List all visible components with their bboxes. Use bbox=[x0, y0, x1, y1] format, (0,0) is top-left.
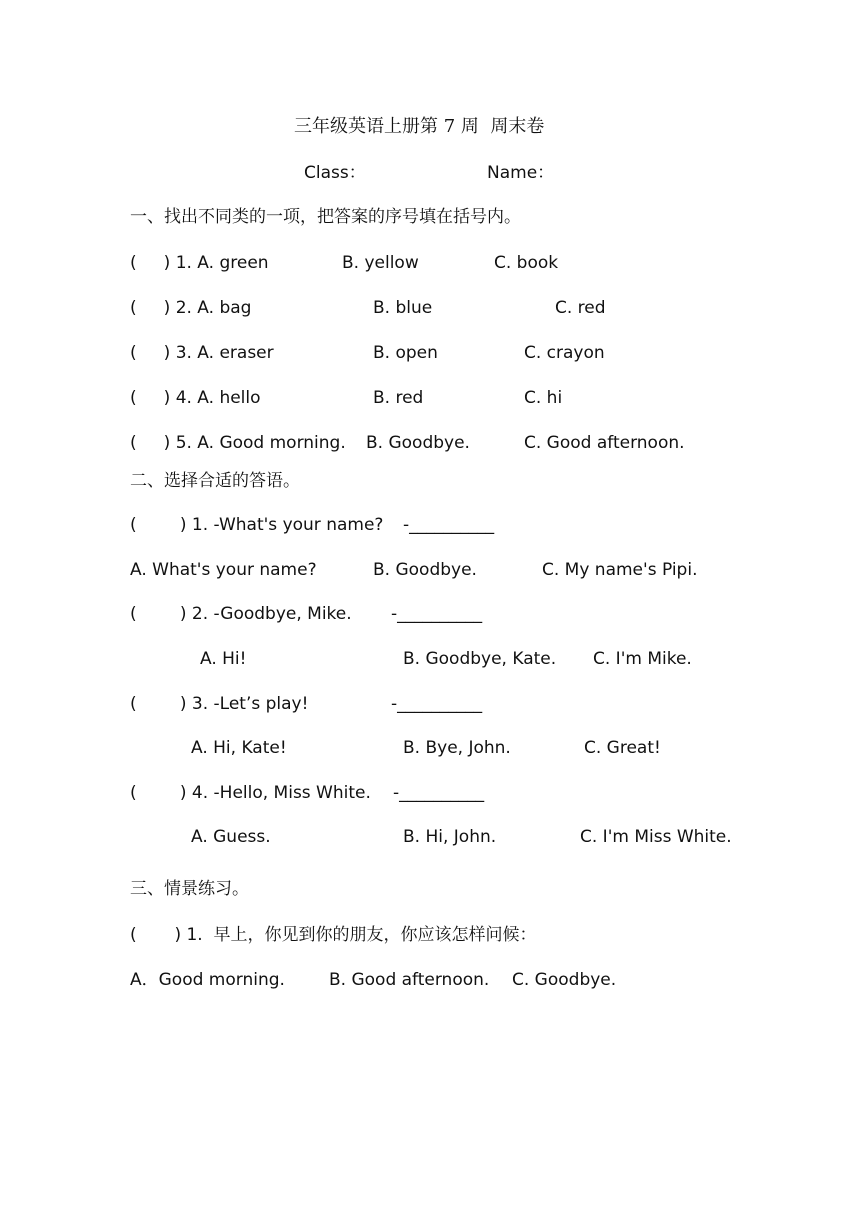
s1-item-2-option-b: B. blue bbox=[373, 298, 433, 318]
s2-item-1-option-c: C. My name's Pipi. bbox=[542, 560, 698, 580]
s2-item-3-blank: -__________ bbox=[391, 694, 483, 714]
s1-item-2-question: ( ) 2. A. bag bbox=[130, 298, 252, 318]
s2-item-1-option-b: B. Goodbye. bbox=[373, 560, 477, 580]
s2-item-1-blank: -__________ bbox=[403, 515, 495, 535]
s1-item-4-option-b: B. red bbox=[373, 388, 424, 408]
section2-heading: 二、选择合适的答语。 bbox=[130, 471, 300, 491]
s1-item-3-option-b: B. open bbox=[373, 343, 438, 363]
s1-item-5-question: ( ) 5. A. Good morning. bbox=[130, 433, 346, 453]
name-label: Name： bbox=[487, 163, 555, 183]
s2-item-4-blank: -__________ bbox=[393, 783, 485, 803]
s2-item-2-question: ( ) 2. -Goodbye, Mike. bbox=[130, 604, 352, 624]
s1-item-1-option-c: C. book bbox=[494, 253, 559, 273]
s1-item-4-option-c: C. hi bbox=[524, 388, 563, 408]
section3-heading: 三、情景练习。 bbox=[130, 879, 249, 899]
s2-item-1-option-a: A. What's your name? bbox=[130, 560, 317, 580]
s1-item-3-question: ( ) 3. A. eraser bbox=[130, 343, 274, 363]
s2-item-4-option-c: C. I'm Miss White. bbox=[580, 827, 732, 847]
class-label: Class： bbox=[304, 163, 366, 183]
worksheet-title: 三年级英语上册第 7 周 周末卷 bbox=[294, 116, 545, 137]
s2-item-4-question: ( ) 4. -Hello, Miss White. bbox=[130, 783, 371, 803]
section1-heading: 一、找出不同类的一项，把答案的序号填在括号内。 bbox=[130, 207, 521, 227]
s2-item-3-option-c: C. Great! bbox=[584, 738, 661, 758]
s2-item-3-option-a: A. Hi, Kate! bbox=[191, 738, 287, 758]
s1-item-1-option-b: B. yellow bbox=[342, 253, 419, 273]
s2-item-4-option-a: A. Guess. bbox=[191, 827, 271, 847]
s2-item-2-option-b: B. Goodbye, Kate. bbox=[403, 649, 557, 669]
s2-item-2-option-c: C. I'm Mike. bbox=[593, 649, 692, 669]
s1-item-2-option-c: C. red bbox=[555, 298, 606, 318]
s3-item-1-question: ( ) 1. 早上，你见到你的朋友，你应该怎样问候： bbox=[130, 925, 537, 945]
s1-item-5-option-b: B. Goodbye. bbox=[366, 433, 470, 453]
s3-item-1-option-c: C. Goodbye. bbox=[512, 970, 617, 990]
s3-item-1-option-b: B. Good afternoon. bbox=[329, 970, 490, 990]
s2-item-1-question: ( ) 1. -What's your name? bbox=[130, 515, 384, 535]
s2-item-2-option-a: A. Hi! bbox=[200, 649, 247, 669]
s1-item-1-question: ( ) 1. A. green bbox=[130, 253, 269, 273]
s2-item-4-option-b: B. Hi, John. bbox=[403, 827, 497, 847]
s1-item-3-option-c: C. crayon bbox=[524, 343, 605, 363]
s2-item-3-question: ( ) 3. -Let’s play! bbox=[130, 694, 309, 714]
s2-item-3-option-b: B. Bye, John. bbox=[403, 738, 511, 758]
s1-item-5-option-c: C. Good afternoon. bbox=[524, 433, 685, 453]
s1-item-4-question: ( ) 4. A. hello bbox=[130, 388, 261, 408]
s2-item-2-blank: -__________ bbox=[391, 604, 483, 624]
s3-item-1-option-a: A．Good morning. bbox=[130, 970, 285, 990]
